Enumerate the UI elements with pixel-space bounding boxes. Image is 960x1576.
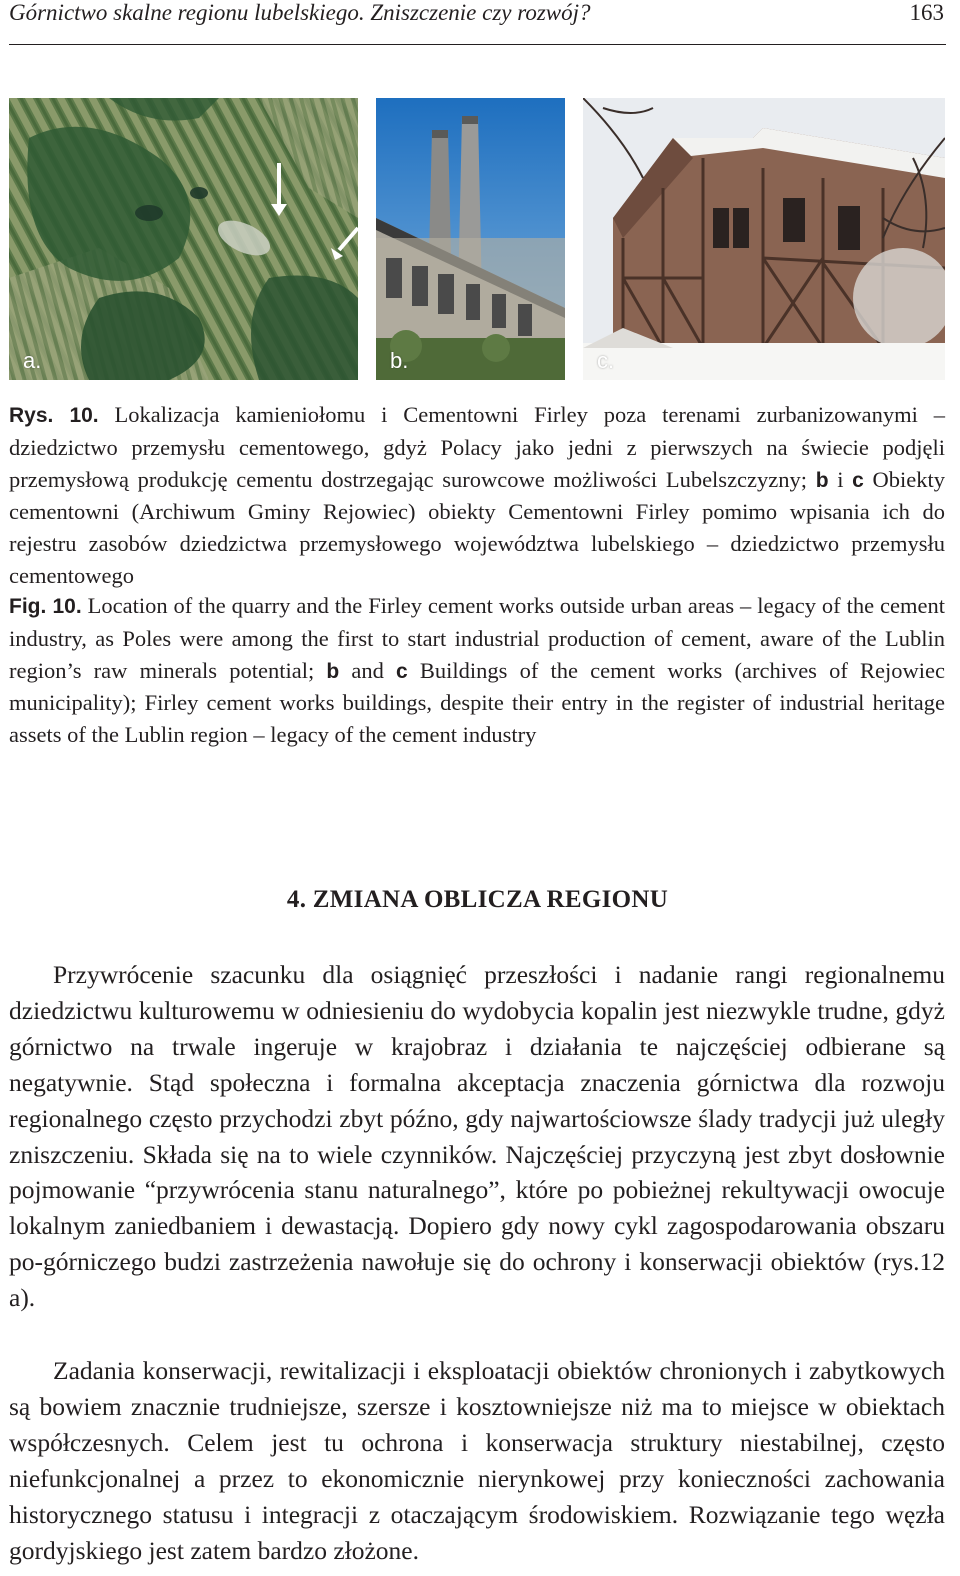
chimneys-image [376,98,565,380]
caption-label-en: Fig. 10. [9,595,82,618]
caption-text-en-2: Buildings of the cement works (archives of Rejowiec municipality); Firley cement works buildings, despite their entry in the register of industrial heritage assets of the Lublin region – legacy of the cement industry [9,657,945,748]
figure-photo-a [9,98,358,380]
panel-label-c: c. [597,348,615,373]
caption-label-pl: Rys. 10. [9,404,99,427]
figure-caption-en [9,590,945,751]
caption-ref-b-pl: b [815,468,829,492]
satellite-image [9,98,358,380]
caption-conj-pl: i [828,466,853,492]
caption-text-pl-1: Lokalizacja kamieniołomu i Cementowni Firley poza terenami zurbanizowanymi – dziedzictwo przemysłu cementowego, gdyż Polacy jako jedni z pierwszych na świecie podjęli przemysłową produkcję cementu dostrzegając surowcowe możliwości Lubelszczyzny; [9,402,945,492]
figure-photo-c [583,98,945,380]
body-paragraph: Zadania konserwacji, rewitalizacji i eksploatacji obiektów chronionych i zabytkowych są bowiem znacznie trudniejsze, szersze i kosztowniejsze niż ma to miejsce w obiektach współczesnych. Celem jest tu ochrona i konserwacja struktury niestabilnej, często niefunkcjonalnej a przez to ekonomicznie nierynkowej przy konieczności zachowania historycznego statusu i integracji z otaczającym środowiskiem. Rozwiązanie tego węzła gordyjskiego jest zatem bardzo złożone. [9,1356,945,1565]
panel-label-a: a. [23,348,42,373]
running-title: Górnictwo skalne regionu lubelskiego. Zniszczenie czy rozwój? [9,0,591,25]
body-paragraph: Przywrócenie szacunku dla osiągnięć przeszłości i nadanie rangi regionalnemu dziedzictwu kulturowemu w odniesieniu do wydobycia kopalin jest niezwykle trudne, gdyż górnictwo na trwale ingeruje w krajobraz i działania te najczęściej odbierane są negatywnie. Stąd społeczna i formalna akceptacja znaczenia górnictwa dla rozwoju regionalnego często przychodzi zbyt późno, gdy najwartościowsze ślady tradycji już uległy zniszczeniu. Składa się na to wiele czynników. Najczęściej przyczyną jest zbyt dosłownie pojmowanie “przywrócenia stanu naturalnego”, które po pobieżnej rekultywacji owocuje lokalnym zaniedbaniem i dewastacją. Dopiero gdy nowy cykl zagospodarowania obszaru po-górniczego budzi zastrzeżenia nawołuje się do ochrony i konserwacji obiektów (rys.12 a). [9,960,945,1313]
caption-text-en-1: Location of the quarry and the Firley cement works outside urban areas – legacy of the cement industry, as Poles were among the first to start industrial production of cement, aware of the Lublin region’s raw minerals potential; [9,593,946,683]
caption-text-pl-2: Obiekty cementowni (Archiwum Gminy Rejowiec) obiekty Cementowni Firley pomimo wpisania ich do rejestru zasobów dziedzictwa przemysłowego województwa lubelskiego – dziedzictwo przemysłu cementowego [9,466,945,588]
ruined-building-image [583,98,945,380]
caption-conj-en: and [339,657,397,683]
caption-ref-c-en: c [396,659,408,683]
caption-ref-b-en: b [326,659,340,683]
section-heading: 4. ZMIANA OBLICZA REGIONU [286,886,669,913]
figure-caption-pl [9,399,945,592]
page-header [9,0,946,45]
figure-photo-b [376,98,565,380]
caption-ref-c-pl: c [852,468,864,492]
panel-label-b: b. [390,348,409,373]
page-number: 163 [909,0,944,25]
